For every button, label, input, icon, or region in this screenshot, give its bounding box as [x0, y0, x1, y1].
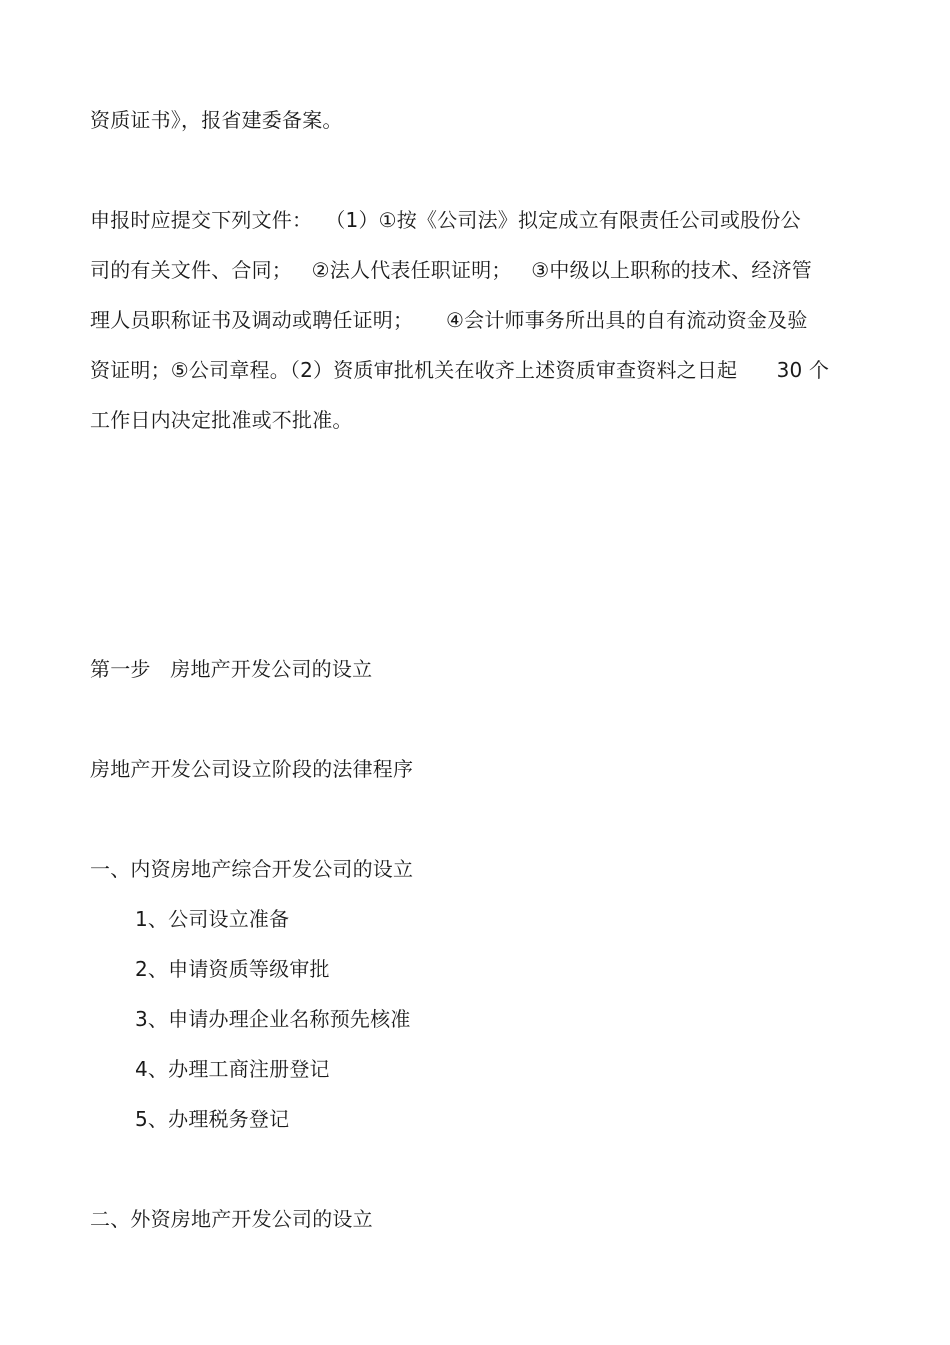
paragraph-line: 申报时应提交下列文件： （1）①按《公司法》拟定成立有限责任公司或股份公 — [90, 208, 801, 232]
list-item: 3、申请办理企业名称预先核准 — [135, 1007, 411, 1031]
list-item: 1、公司设立准备 — [135, 907, 290, 931]
paragraph-line: 工作日内决定批准或不批准。 — [90, 408, 353, 432]
paragraph-line: 资质证书》，报省建委备案。 — [90, 108, 343, 132]
section-subtitle: 房地产开发公司设立阶段的法律程序 — [90, 757, 414, 781]
list-item: 5、办理税务登记 — [135, 1107, 290, 1131]
list-item: 2、申请资质等级审批 — [135, 957, 330, 981]
step-title: 第一步 房地产开发公司的设立 — [90, 657, 373, 681]
paragraph-line: 资证明；⑤公司章程。（2）资质审批机关在收齐上述资质审查资料之日起 30 个 — [90, 358, 830, 382]
section-heading: 二、外资房地产开发公司的设立 — [90, 1207, 373, 1231]
paragraph-line: 司的有关文件、合同； ②法人代表任职证明； ③中级以上职称的技术、经济管 — [90, 258, 813, 282]
paragraph-line: 理人员职称证书及调动或聘任证明； ④会计师事务所出具的自有流动资金及验 — [90, 308, 808, 332]
list-item: 4、办理工商注册登记 — [135, 1057, 330, 1081]
section-heading: 一、内资房地产综合开发公司的设立 — [90, 857, 414, 881]
